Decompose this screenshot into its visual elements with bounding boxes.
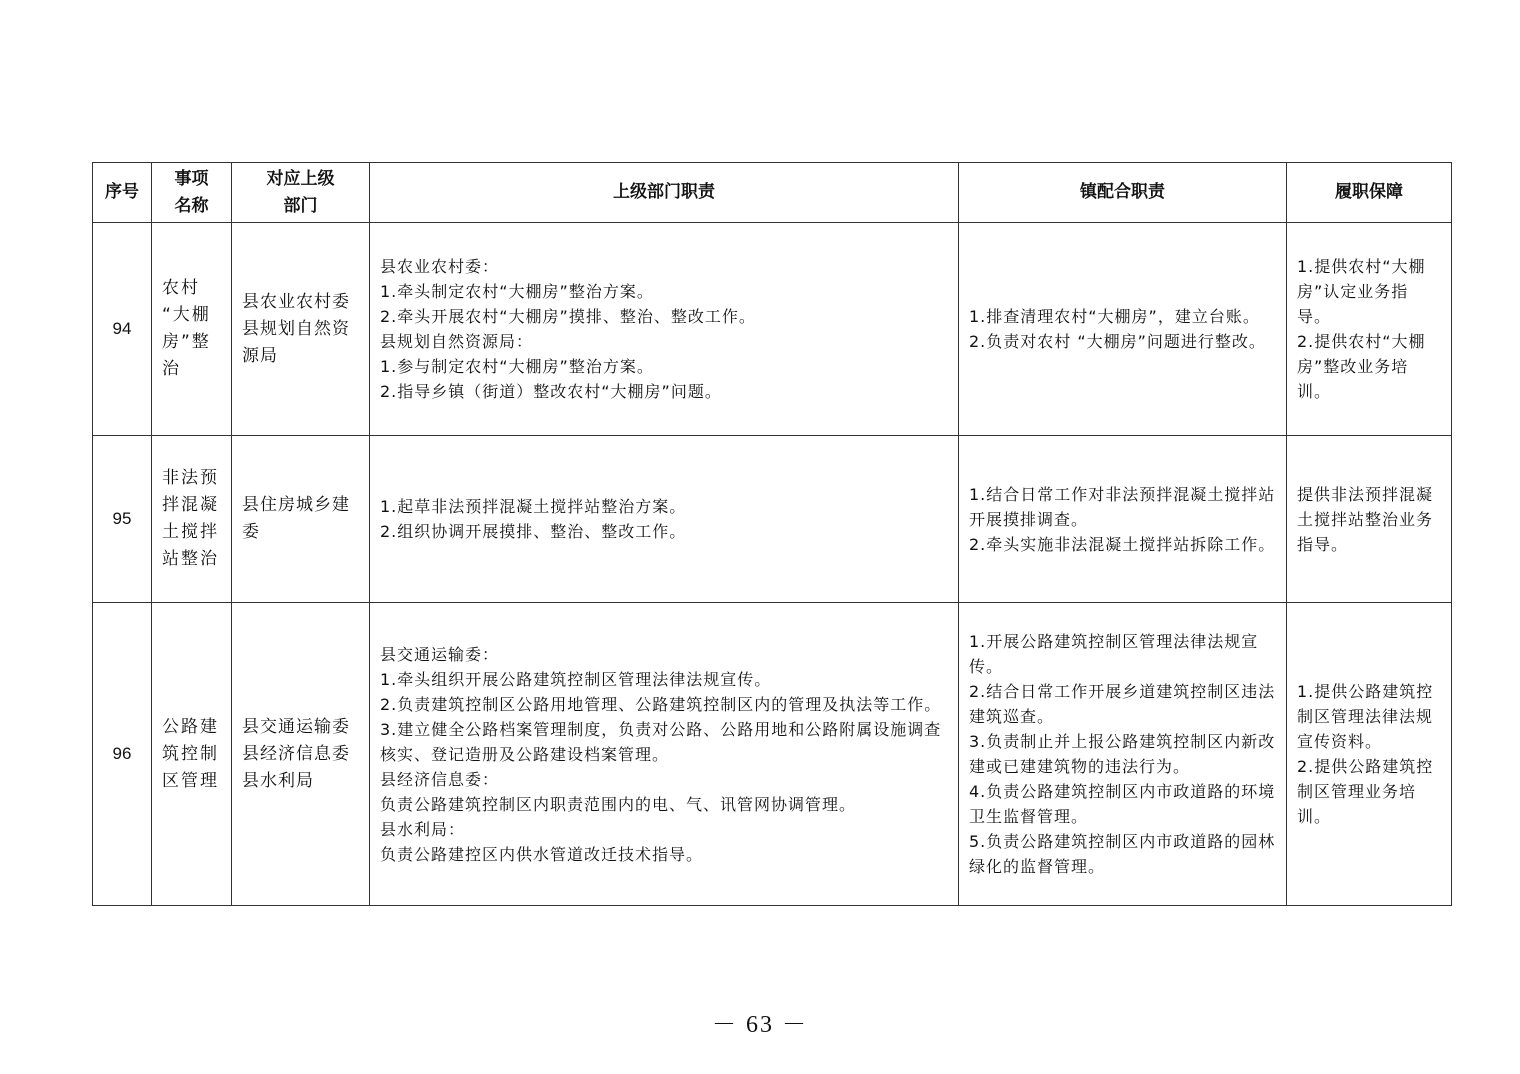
superior-dept-line: 县规划自然资源局	[242, 318, 350, 366]
town-duty-line: 3.负责制止并上报公路建筑控制区内新改建或已建建筑物的违法行为。	[969, 732, 1276, 776]
superior-duty-line: 2.负责建筑控制区公路用地管理、公路建筑控制区内的管理及执法等工作。	[380, 694, 942, 714]
town-duty-line: 2.结合日常工作开展乡道建筑控制区违法建筑巡查。	[969, 682, 1276, 726]
superior-duty-line: 2.牵头开展农村“大棚房”摸排、整治、整改工作。	[380, 307, 756, 326]
item-name-line: 房”整	[162, 332, 211, 352]
superior-duty-cell	[370, 603, 959, 906]
header-superior-dept-line1: 对应上级	[266, 168, 335, 189]
superior-duty-line: 县交通运输委：	[380, 644, 500, 664]
town-duty-line: 5.负责公路建筑控制区内市政道路的园林绿化的监督管理。	[969, 832, 1276, 876]
town-duty-line: 2.负责对农村 “大棚房”问题进行整改。	[969, 332, 1266, 351]
town-duty-line: 1.开展公路建筑控制区管理法律法规宣传。	[969, 632, 1259, 676]
superior-duty-line: 2.组织协调开展摸排、整治、整改工作。	[380, 522, 687, 541]
superior-duty-line: 县水利局：	[380, 819, 466, 839]
superior-dept-line: 县交通运输委	[242, 716, 350, 737]
guarantee-line: 2.提供公路建筑控制区管理业务培训。	[1297, 757, 1434, 826]
guarantee-cell	[1287, 436, 1452, 603]
table-body	[93, 223, 1452, 906]
item-name-line: “大棚	[162, 305, 211, 325]
item-name-line: 土搅拌	[162, 522, 219, 542]
header-guarantee: 履职保障	[1287, 163, 1452, 223]
guarantee-line: 2.提供农村“大棚房”整改业务培训。	[1297, 332, 1426, 401]
superior-dept-line: 县住房城乡建委	[242, 495, 350, 542]
row-number: 94	[93, 223, 152, 436]
town-duty-line: 1.结合日常工作对非法预拌混凝土搅拌站开展摸排调查。	[969, 484, 1276, 529]
superior-duty-line: 3.建立健全公路档案管理制度，负责对公路、公路用地和公路附属设施调查核实、登记造册及公路建设档案管理。	[380, 719, 942, 764]
item-name-line: 农村	[162, 278, 200, 298]
town-duty-line: 2.牵头实施非法混凝土搅拌站拆除工作。	[969, 534, 1276, 554]
town-duty-cell	[959, 603, 1287, 906]
table-row	[93, 223, 1452, 436]
superior-duty-cell	[370, 436, 959, 603]
item-name-cell	[152, 603, 232, 906]
header-superior-dept-line2: 部门	[283, 195, 318, 216]
superior-duty-line: 县农业农村委：	[380, 257, 500, 276]
row-number: 95	[93, 436, 152, 603]
item-name-line: 筑控制	[162, 743, 219, 764]
item-name-line: 拌混凝	[162, 495, 219, 515]
superior-duty-line: 负责公路建筑控制区内职责范围内的电、气、讯管网协调管理。	[380, 794, 857, 814]
guarantee-cell	[1287, 603, 1452, 906]
header-item-name	[152, 163, 232, 223]
superior-duty-line: 2.指导乡镇（街道）整改农村“大棚房”问题。	[380, 382, 722, 401]
item-name-line: 站整治	[162, 549, 219, 569]
superior-duty-line: 1.牵头制定农村“大棚房”整治方案。	[380, 282, 654, 301]
superior-dept-line: 县经济信息委	[242, 743, 350, 764]
superior-duty-cell	[370, 223, 959, 436]
table-header-row	[93, 163, 1452, 223]
page-number: － 63 －	[712, 1012, 808, 1038]
guarantee-line: 1.提供公路建筑控制区管理法律法规宣传资料。	[1297, 682, 1434, 751]
superior-duty-line: 负责公路建控区内供水管道改迁技术指导。	[380, 844, 704, 864]
superior-dept-line: 县农业农村委	[242, 291, 350, 312]
item-name-cell	[152, 223, 232, 436]
guarantee-line: 提供非法预拌混凝土搅拌站整治业务指导。	[1297, 484, 1434, 554]
header-superior-dept	[232, 163, 370, 223]
item-name-cell	[152, 436, 232, 603]
town-duty-line: 1.排查清理农村“大棚房”，建立台账。	[969, 307, 1260, 326]
header-no: 序号	[93, 163, 152, 223]
row-number: 96	[93, 603, 152, 906]
superior-dept-cell	[232, 223, 370, 436]
superior-dept-line: 县水利局	[242, 770, 314, 791]
item-name-line: 区管理	[162, 770, 219, 791]
item-name-line: 非法预	[162, 468, 219, 488]
town-duty-cell	[959, 436, 1287, 603]
header-town-duty: 镇配合职责	[959, 163, 1287, 223]
superior-duty-line: 县规划自然资源局：	[380, 332, 534, 351]
header-superior-duty: 上级部门职责	[370, 163, 959, 223]
guarantee-cell	[1287, 223, 1452, 436]
header-item-name-line1: 事项	[174, 168, 209, 189]
table-row	[93, 603, 1452, 906]
header-item-name-line2: 名称	[174, 195, 209, 216]
superior-dept-cell	[232, 603, 370, 906]
guarantee-line: 1.提供农村“大棚房”认定业务指导。	[1297, 257, 1426, 326]
table-row	[93, 436, 1452, 603]
superior-duty-line: 1.参与制定农村“大棚房”整治方案。	[380, 357, 654, 376]
superior-dept-cell	[232, 436, 370, 603]
town-duty-line: 4.负责公路建筑控制区内市政道路的环境卫生监督管理。	[969, 782, 1276, 826]
superior-duty-line: 1.牵头组织开展公路建筑控制区管理法律法规宣传。	[380, 669, 772, 689]
town-duty-cell	[959, 223, 1287, 436]
superior-duty-line: 县经济信息委：	[380, 769, 500, 789]
item-name-line: 公路建	[162, 716, 219, 737]
duty-table	[92, 162, 1452, 906]
superior-duty-line: 1.起草非法预拌混凝土搅拌站整治方案。	[380, 497, 687, 516]
item-name-line: 治	[162, 359, 181, 379]
